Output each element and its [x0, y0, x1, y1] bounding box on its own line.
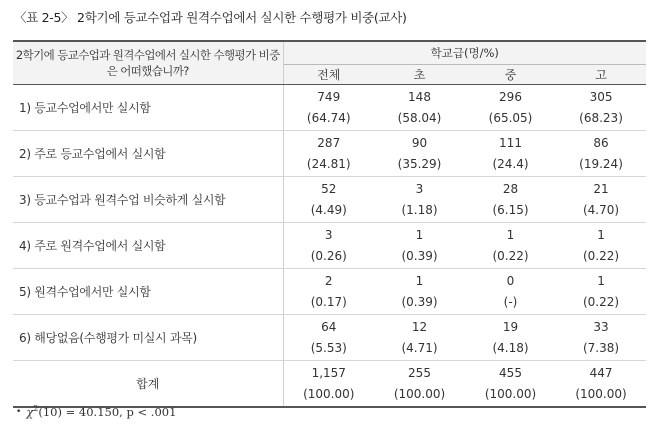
cell-middle — [465, 269, 556, 315]
cell-high — [556, 131, 646, 177]
count-value: 296 — [499, 89, 522, 104]
row-label: 1) 등교수업에서만 실시함 — [13, 85, 283, 131]
column-header-middle: 중 — [465, 65, 556, 85]
percent-value: (0.39) — [401, 248, 438, 263]
count-value: 287 — [317, 135, 341, 150]
count-value: 1 — [415, 227, 424, 242]
column-header-total: 전체 — [283, 65, 374, 85]
percent-value: (0.22) — [582, 294, 620, 309]
cell-total — [283, 177, 374, 223]
row-label: 2) 주로 등교수업에서 실시함 — [13, 131, 283, 177]
cell-elementary — [374, 223, 465, 269]
cell-total — [283, 223, 374, 269]
row-label: 6) 해당없음(수행평가 미실시 과목) — [13, 315, 283, 361]
survey-table — [13, 40, 646, 408]
cell-middle — [465, 223, 556, 269]
count-value: 0 — [506, 273, 515, 288]
footnote-statistic: (10) = 40.150, p < .001 — [38, 404, 177, 419]
cell-high — [556, 177, 646, 223]
count-value: 148 — [408, 89, 431, 104]
count-value: 33 — [593, 319, 609, 334]
count-value: 3 — [324, 227, 333, 242]
cell-elementary — [374, 269, 465, 315]
cell-high — [556, 223, 646, 269]
cell-middle — [465, 85, 556, 131]
count-value: 1 — [415, 273, 424, 288]
percent-value: (0.26) — [310, 248, 347, 263]
cell-middle — [465, 131, 556, 177]
table-row — [13, 85, 646, 131]
count-value: 52 — [321, 181, 337, 196]
column-header-elementary: 초 — [374, 65, 465, 85]
question-header: 2학기에 등교수업과 원격수업에서 실시한 수행평가 비중은 어떠했습니까? — [13, 41, 283, 85]
count-value: 1 — [506, 227, 515, 242]
cell-high — [556, 85, 646, 131]
percent-value: (0.22) — [492, 248, 529, 263]
count-value: 255 — [408, 365, 431, 380]
column-header-high: 고 — [556, 65, 646, 85]
percent-value: (6.15) — [492, 202, 529, 217]
count-value: 111 — [499, 135, 522, 150]
count-value: 90 — [411, 135, 428, 150]
percent-value: (-) — [503, 294, 518, 309]
count-value: 2 — [324, 273, 333, 288]
percent-value: (24.4) — [492, 156, 529, 171]
count-value: 28 — [502, 181, 519, 196]
count-value: 12 — [411, 319, 428, 334]
cell-middle — [465, 177, 556, 223]
percent-value: (100.00) — [575, 386, 627, 401]
percent-value: (5.53) — [310, 340, 347, 355]
row-label: 4) 주로 원격수업에서 실시함 — [13, 223, 283, 269]
count-value: 447 — [589, 365, 613, 380]
count-value: 1,157 — [311, 365, 346, 380]
count-value: 1 — [597, 227, 605, 242]
group-header: 학교급(명/%) — [283, 41, 646, 65]
cell-total — [283, 85, 374, 131]
cell-elementary — [374, 361, 465, 408]
percent-value: (4.49) — [310, 202, 347, 217]
footnote-bullet: • — [16, 406, 22, 417]
cell-high — [556, 361, 646, 408]
percent-value: (0.22) — [582, 248, 620, 263]
count-value: 1 — [597, 273, 605, 288]
table-row — [13, 131, 646, 177]
percent-value: (0.39) — [401, 294, 438, 309]
count-value: 21 — [593, 181, 609, 196]
percent-value: (65.05) — [488, 110, 533, 125]
count-value: 64 — [321, 319, 337, 334]
percent-value: (58.04) — [397, 110, 442, 125]
footnote — [16, 404, 176, 419]
cell-high — [556, 269, 646, 315]
percent-value: (7.38) — [582, 340, 620, 355]
count-value: 749 — [317, 89, 341, 104]
table-caption: 〈표 2-5〉 2학기에 등교수업과 원격수업에서 실시한 수행평가 비중(교사) — [14, 10, 407, 25]
footnote-exponent: 2 — [33, 404, 39, 413]
percent-value: (24.81) — [306, 156, 351, 171]
percent-value: (4.18) — [492, 340, 529, 355]
percent-value: (19.24) — [579, 156, 623, 171]
total-label: 합계 — [13, 361, 283, 408]
cell-total — [283, 131, 374, 177]
cell-total — [283, 269, 374, 315]
cell-elementary — [374, 85, 465, 131]
total-row — [13, 361, 646, 408]
cell-total — [283, 361, 374, 408]
percent-value: (1.18) — [401, 202, 438, 217]
table-row — [13, 315, 646, 361]
row-label: 3) 등교수업과 원격수업 비슷하게 실시함 — [13, 177, 283, 223]
footnote-chi: χ — [26, 404, 34, 419]
count-value: 86 — [593, 135, 609, 150]
cell-middle — [465, 361, 556, 408]
cell-middle — [465, 315, 556, 361]
count-value: 455 — [499, 365, 522, 380]
percent-value: (4.70) — [582, 202, 620, 217]
cell-elementary — [374, 315, 465, 361]
percent-value: (4.71) — [401, 340, 438, 355]
percent-value: (100.00) — [393, 386, 446, 401]
table-row — [13, 223, 646, 269]
table-row — [13, 269, 646, 315]
count-value: 3 — [415, 181, 424, 196]
percent-value: (35.29) — [397, 156, 442, 171]
cell-total — [283, 315, 374, 361]
percent-value: (100.00) — [484, 386, 537, 401]
table-row — [13, 177, 646, 223]
percent-value: (0.17) — [310, 294, 347, 309]
cell-high — [556, 315, 646, 361]
percent-value: (64.74) — [306, 110, 351, 125]
row-label: 5) 원격수업에서만 실시함 — [13, 269, 283, 315]
percent-value: (100.00) — [303, 386, 355, 401]
count-value: 19 — [502, 319, 519, 334]
cell-elementary — [374, 177, 465, 223]
count-value: 305 — [589, 89, 613, 104]
cell-elementary — [374, 131, 465, 177]
percent-value: (68.23) — [579, 110, 623, 125]
